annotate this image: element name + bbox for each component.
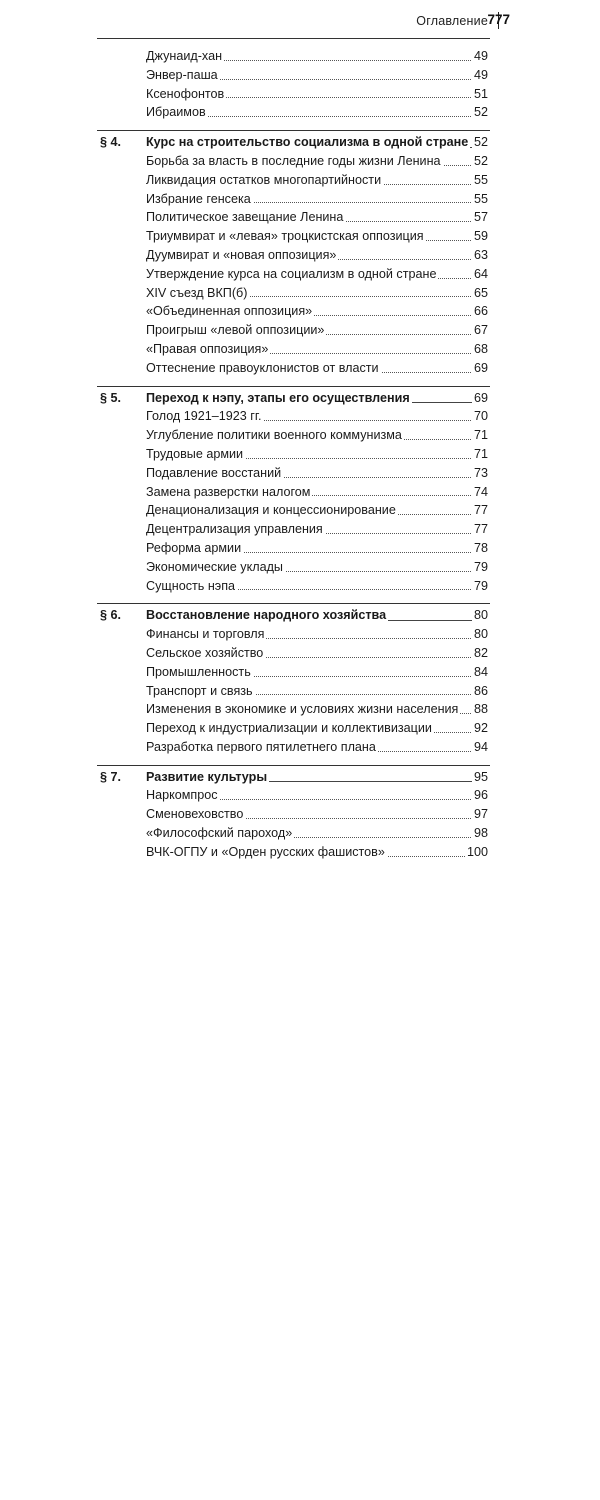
entry-title: Политическое завещание Ленина	[146, 208, 345, 227]
section-number: § 7.	[100, 769, 122, 784]
entry-title: Оттеснение правоуклонистов от власти	[146, 359, 381, 378]
entry-title: Джунаид-хан	[146, 47, 224, 66]
toc-entry[interactable]	[0, 85, 600, 104]
toc-entry[interactable]	[0, 682, 600, 701]
entry-title: Ибраимов	[146, 103, 208, 122]
toc-entry[interactable]	[0, 663, 600, 682]
entry-title: Энвер-паша	[146, 66, 220, 85]
entry-page-number: 78	[472, 539, 488, 1289]
entry-page-number: 97	[472, 805, 488, 1500]
section-heading[interactable]	[0, 606, 600, 625]
entry-page-number: 67	[472, 321, 488, 1071]
section-heading[interactable]	[0, 133, 600, 152]
toc-section	[0, 47, 600, 122]
entry-page-number: 88	[472, 700, 488, 1450]
toc-entry[interactable]	[0, 246, 600, 265]
entry-title: Переход к индустриализации и коллективизации	[146, 719, 434, 738]
toc-section	[0, 388, 600, 596]
toc-entry[interactable]	[0, 426, 600, 445]
entry-title: Изменения в экономике и условиях жизни населения	[146, 700, 460, 719]
entry-title: Сущность нэпа	[146, 577, 237, 596]
entry-page-number: 59	[472, 227, 488, 977]
toc-entry[interactable]	[0, 644, 600, 663]
toc-entry[interactable]	[0, 407, 600, 426]
toc-entry[interactable]	[0, 539, 600, 558]
section-divider	[97, 386, 490, 387]
toc-section	[0, 132, 600, 377]
entry-page-number: 79	[472, 577, 488, 1327]
entry-page-number: 73	[472, 464, 488, 1214]
toc-section	[0, 767, 600, 862]
section-number: § 5.	[100, 390, 122, 405]
entry-title: Подавление восстаний	[146, 464, 283, 483]
toc-entry[interactable]	[0, 805, 600, 824]
entry-page-number: 82	[472, 644, 488, 1394]
entry-page-number: 55	[472, 171, 488, 921]
entry-page-number: 80	[472, 625, 488, 1375]
toc-entry[interactable]	[0, 265, 600, 284]
toc-entry[interactable]	[0, 824, 600, 843]
entry-title: Денационализация и концессионирование	[146, 501, 398, 520]
section-divider	[97, 765, 490, 766]
toc-entry[interactable]	[0, 558, 600, 577]
entry-title: Разработка первого пятилетнего плана	[146, 738, 378, 757]
entry-page-number: 71	[472, 426, 488, 1176]
entry-title: Голод 1921–1923 гг.	[146, 407, 263, 426]
entry-title: Децентрализация управления	[146, 520, 325, 539]
entry-title: Финансы и торговля	[146, 625, 266, 644]
section-title: Переход к нэпу, этапы его осуществления	[146, 389, 412, 408]
toc-entry[interactable]	[0, 464, 600, 483]
toc-entry[interactable]	[0, 190, 600, 209]
entry-page-number: 51	[472, 85, 488, 835]
section-page-number: 95	[472, 768, 488, 1500]
entry-page-number: 69	[472, 359, 488, 1109]
entry-page-number: 49	[472, 66, 488, 816]
page-number: 777	[487, 12, 510, 27]
toc-entry[interactable]	[0, 47, 600, 66]
section-title: Восстановление народного хозяйства	[146, 606, 388, 625]
entry-title: Углубление политики военного коммунизма	[146, 426, 404, 445]
entry-page-number: 98	[472, 824, 488, 1500]
entry-title: Избрание генсека	[146, 190, 253, 209]
entry-page-number: 52	[472, 152, 488, 902]
toc-entry[interactable]	[0, 520, 600, 539]
toc-section	[0, 605, 600, 756]
entry-title: Дуумвират и «новая оппозиция»	[146, 246, 338, 265]
entry-title: Ксенофонтов	[146, 85, 226, 104]
section-title: Развитие культуры	[146, 768, 269, 787]
entry-title: Замена разверстки налогом	[146, 483, 312, 502]
entry-title: «Философский пароход»	[146, 824, 294, 843]
entry-title: Сменовеховство	[146, 805, 245, 824]
toc-entry[interactable]	[0, 152, 600, 171]
section-page-number: 80	[472, 606, 488, 1356]
entry-page-number: 77	[472, 520, 488, 1270]
entry-title: Наркомпрос	[146, 786, 220, 805]
section-heading[interactable]	[0, 389, 600, 408]
running-head-title: Оглавление	[416, 14, 488, 28]
entry-page-number: 66	[472, 302, 488, 1052]
entry-title: Борьба за власть в последние годы жизни Ленина	[146, 152, 443, 171]
entry-title: ВЧК-ОГПУ и «Орден русских фашистов»	[146, 843, 387, 862]
entry-page-number: 100	[465, 843, 488, 1500]
entry-title: Проигрыш «левой оппозиции»	[146, 321, 326, 340]
toc-entry[interactable]	[0, 208, 600, 227]
toc-entry[interactable]	[0, 843, 600, 862]
toc-entry[interactable]	[0, 171, 600, 190]
entry-page-number: 52	[472, 103, 488, 853]
entry-page-number: 63	[472, 246, 488, 996]
entry-page-number: 70	[472, 407, 488, 1157]
toc-entry[interactable]	[0, 103, 600, 122]
entry-page-number: 86	[472, 682, 488, 1432]
toc-entry[interactable]	[0, 445, 600, 464]
entry-title: Экономические уклады	[146, 558, 285, 577]
entry-title: Утверждение курса на социализм в одной стране	[146, 265, 438, 284]
toc-entry[interactable]	[0, 359, 600, 378]
toc-entry[interactable]	[0, 625, 600, 644]
toc-entry[interactable]	[0, 719, 600, 738]
toc-entry[interactable]	[0, 738, 600, 757]
entry-page-number: 79	[472, 558, 488, 1308]
toc-entry[interactable]	[0, 284, 600, 303]
toc-entry[interactable]	[0, 340, 600, 359]
entry-page-number: 71	[472, 445, 488, 1195]
entry-title: Транспорт и связь	[146, 682, 255, 701]
section-divider	[97, 603, 490, 604]
entry-page-number: 68	[472, 340, 488, 1090]
section-divider	[97, 130, 490, 131]
entry-page-number: 96	[472, 786, 488, 1500]
toc-entry[interactable]	[0, 577, 600, 596]
entry-title: Реформа армии	[146, 539, 243, 558]
section-number: § 6.	[100, 608, 122, 623]
entry-page-number: 94	[472, 738, 488, 1488]
entry-page-number: 74	[472, 483, 488, 1233]
entry-title: «Объединенная оппозиция»	[146, 302, 314, 321]
toc-entry[interactable]	[0, 700, 600, 719]
entry-page-number: 65	[472, 284, 488, 1034]
toc-entry[interactable]	[0, 66, 600, 85]
entry-title: «Правая оппозиция»	[146, 340, 270, 359]
entry-page-number: 84	[472, 663, 488, 1413]
section-title: Курс на строительство социализма в одной стране	[146, 133, 470, 152]
toc-entry[interactable]	[0, 483, 600, 502]
entry-title: Сельское хозяйство	[146, 644, 265, 663]
toc-entry[interactable]	[0, 321, 600, 340]
entry-page-number: 64	[472, 265, 488, 1015]
section-page-number: 52	[472, 133, 488, 883]
entry-title: Промышленность	[146, 663, 253, 682]
header-rule	[97, 38, 490, 39]
entry-page-number: 57	[472, 208, 488, 958]
toc-entry[interactable]	[0, 302, 600, 321]
entry-page-number: 77	[472, 501, 488, 1251]
entry-title: Трудовые армии	[146, 445, 245, 464]
entry-page-number: 92	[472, 719, 488, 1469]
entry-page-number: 49	[472, 47, 488, 797]
toc-entry[interactable]	[0, 786, 600, 805]
section-page-number: 69	[472, 389, 488, 1139]
entry-title: Триумвират и «левая» троцкистская оппозиция	[146, 227, 426, 246]
section-number: § 4.	[100, 135, 122, 150]
entry-title: Ликвидация остатков многопартийности	[146, 171, 383, 190]
toc-entry[interactable]	[0, 501, 600, 520]
table-of-contents	[0, 47, 600, 872]
entry-title: XIV съезд ВКП(б)	[146, 284, 249, 303]
section-heading[interactable]	[0, 768, 600, 787]
toc-entry[interactable]	[0, 227, 600, 246]
entry-page-number: 55	[472, 190, 488, 940]
